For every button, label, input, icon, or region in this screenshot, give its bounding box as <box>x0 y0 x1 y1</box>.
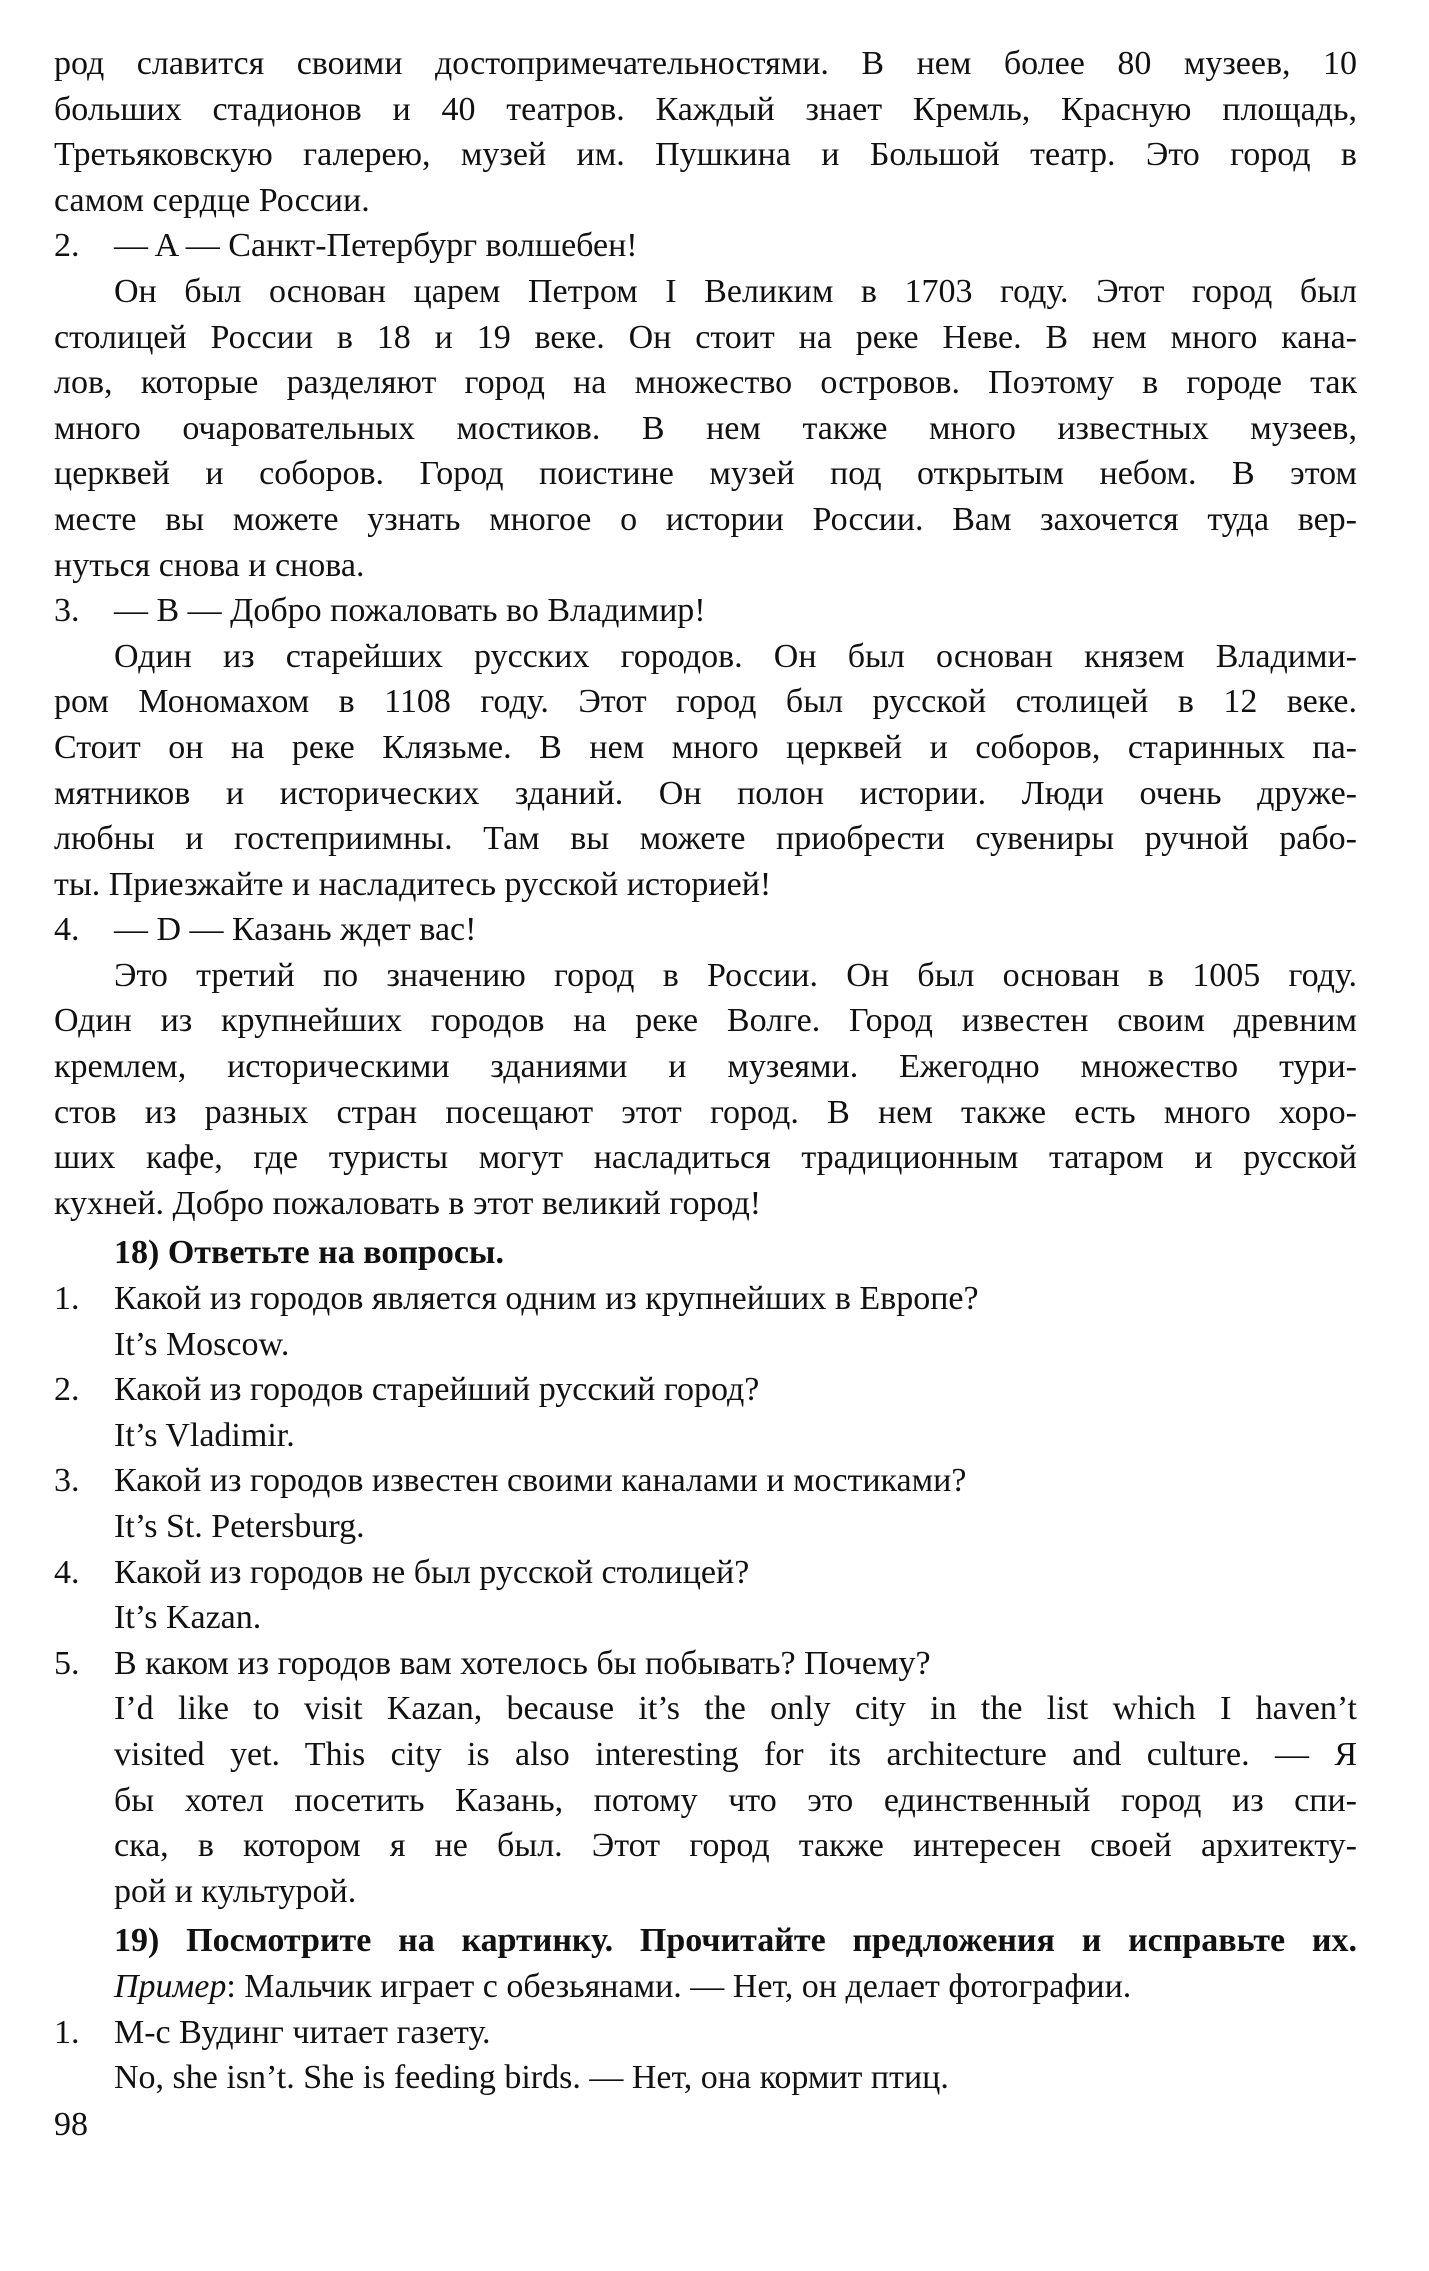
line-text: Третьяковскую галерею, музей им. Пушкина и Большой театр. Это город в <box>54 136 1357 174</box>
line-text: род славится своими достопримечательностями. В нем более 80 музеев, 10 <box>54 45 1357 82</box>
line-text: ска, в котором я не был. Этот город также интересен своей архитекту- <box>114 1827 1357 1865</box>
text-line <box>54 771 1357 817</box>
line-text: столицей России в 18 и 19 веке. Он стоит на реке Неве. В нем много кана- <box>54 318 1357 356</box>
line-text: ших кафе, где туристы могут насладиться традиционным татаром и русской <box>54 1139 1357 1177</box>
line-text: ты. Приезжайте и насладитесь русской историей! <box>54 865 772 903</box>
page-text <box>54 41 1357 2101</box>
line-text: No, she isn’t. She is feeding birds. — Нет, она кормит птиц. <box>114 2059 949 2097</box>
line-text: бы хотел посетить Казань, потому что это единственный город из спи- <box>114 1781 1357 1819</box>
text-line <box>54 360 1357 406</box>
text-line <box>54 132 1357 178</box>
text-line <box>54 816 1357 862</box>
text-line <box>54 953 1357 999</box>
item-number: 4. <box>54 1553 80 1591</box>
line-text: It’s St. Petersburg. <box>114 1508 365 1545</box>
line-text: ром Мономахом в 1108 году. Этот город был русской столицей в 12 веке. <box>54 683 1357 721</box>
line-text: М-с Вудинг читает газету. <box>114 2013 491 2051</box>
text-line <box>54 907 1357 953</box>
line-text: — B — Добро пожаловать во Владимир! <box>114 592 706 630</box>
example-label: Пример <box>114 1967 227 2005</box>
text-line <box>54 1778 1357 1824</box>
text-line <box>54 269 1357 315</box>
text-line <box>54 1090 1357 1136</box>
item-number: 1. <box>54 1280 80 1318</box>
line-text: Один из крупнейших городов на реке Волге. Город известен своим древним <box>54 1002 1357 1040</box>
example-text: : Мальчик играет с обезьянами. — Нет, он делает фотографии. <box>226 1967 1132 2005</box>
line-text: нуться снова и снова. <box>54 546 365 584</box>
line-text: мятников и исторических зданий. Он полон истории. Люди очень друже- <box>54 774 1357 812</box>
line-text: месте вы можете узнать многое о истории России. Вам захочется туда вер- <box>54 500 1357 538</box>
text-line <box>54 1686 1357 1732</box>
text-line <box>54 1044 1357 1090</box>
item-number: 5. <box>54 1644 80 1682</box>
text-line <box>54 451 1357 497</box>
text-line <box>54 1641 1357 1687</box>
line-text: Какой из городов не был русской столицей? <box>114 1553 750 1591</box>
text-line <box>54 2010 1357 2056</box>
line-text: Какой из городов старейший русский город? <box>114 1371 760 1409</box>
text-line <box>54 862 1357 908</box>
line-text: кухней. Добро пожаловать в этот великий город! <box>54 1184 762 1222</box>
line-text: Один из старейших русских городов. Он был основан князем Владими- <box>114 637 1357 675</box>
line-text: visited yet. This city is also interesting for its architecture and culture. — Я <box>114 1735 1357 1773</box>
item-number: 2. <box>54 227 80 265</box>
line-text: Какой из городов является одним из крупнейших в Европе? <box>114 1280 979 1318</box>
text-line <box>54 634 1357 680</box>
line-text: кремлем, историческими зданиями и музеями. Ежегодно множество тури- <box>54 1048 1357 1086</box>
line-text: It’s Moscow. <box>114 1325 290 1363</box>
text-line <box>54 497 1357 543</box>
text-line <box>54 406 1357 452</box>
text-line <box>54 41 1357 87</box>
line-text: I’d like to visit Kazan, because it’s the only city in the list which I haven’t <box>114 1690 1357 1728</box>
text-line <box>54 87 1357 133</box>
line-text: В каком из городов вам хотелось бы побывать? Почему? <box>114 1644 931 1682</box>
line-text: 19) Посмотрите на картинку. Прочитайте предложения и исправьте их. <box>114 1922 1357 1960</box>
text-line <box>54 588 1357 634</box>
text-line <box>54 1276 1357 1322</box>
line-text: Это третий по значению город в России. Он был основан в 1005 году. <box>114 956 1357 994</box>
item-number: 1. <box>54 2013 80 2051</box>
text-line <box>54 1367 1357 1413</box>
text-line <box>54 1322 1357 1368</box>
text-line <box>54 1181 1357 1227</box>
text-line <box>54 1823 1357 1869</box>
exercise-heading <box>54 1230 1357 1276</box>
line-text: церквей и соборов. Город поистине музей под открытым небом. В этом <box>54 455 1357 493</box>
text-line <box>54 1964 1357 2010</box>
line-text: It’s Vladimir. <box>114 1416 295 1454</box>
text-line <box>54 223 1357 269</box>
line-text: 18) Ответьте на вопросы. <box>114 1234 504 1272</box>
item-number: 3. <box>54 1462 80 1500</box>
line-text: — D — Казань ждет вас! <box>114 911 477 949</box>
text-line <box>54 315 1357 361</box>
text-line <box>54 1504 1357 1550</box>
line-text: лов, которые разделяют город на множество островов. Поэтому в городе так <box>54 364 1357 402</box>
text-line <box>54 2055 1357 2101</box>
page-number: 98 <box>54 2106 88 2143</box>
text-line <box>54 543 1357 589</box>
text-line <box>54 178 1357 224</box>
line-text: — A — Санкт-Петербург волшебен! <box>114 227 638 265</box>
item-number: 4. <box>54 911 80 949</box>
exercise-heading <box>54 1918 1357 1964</box>
line-text: Какой из городов известен своими каналами и мостиками? <box>114 1462 967 1500</box>
line-text: рой и культурой. <box>114 1872 357 1910</box>
line-text: Он был основан царем Петром I Великим в 1703 году. Этот город был <box>114 272 1357 310</box>
item-number: 3. <box>54 592 80 630</box>
line-text: стов из разных стран посещают этот город. В нем также есть много хоро- <box>54 1093 1357 1131</box>
text-line <box>54 1550 1357 1596</box>
text-line <box>54 998 1357 1044</box>
item-number: 2. <box>54 1371 80 1409</box>
line-text: любны и гостеприимны. Там вы можете приобрести сувениры ручной рабо- <box>54 820 1357 858</box>
text-line <box>54 1595 1357 1641</box>
line-text: самом сердце России. <box>54 181 370 219</box>
line-text: It’s Kazan. <box>114 1599 262 1637</box>
line-text <box>114 1964 1357 2010</box>
text-line <box>54 725 1357 771</box>
line-text: больших стадионов и 40 театров. Каждый знает Кремль, Красную площадь, <box>54 90 1357 128</box>
line-text: много очаровательных мостиков. В нем также много известных музеев, <box>54 409 1357 447</box>
text-line <box>54 1135 1357 1181</box>
text-line <box>54 679 1357 725</box>
text-line <box>54 1413 1357 1459</box>
line-text: Стоит он на реке Клязьме. В нем много церквей и соборов, старинных па- <box>54 728 1357 766</box>
text-line <box>54 1732 1357 1778</box>
text-line <box>54 1869 1357 1915</box>
text-line <box>54 1458 1357 1504</box>
